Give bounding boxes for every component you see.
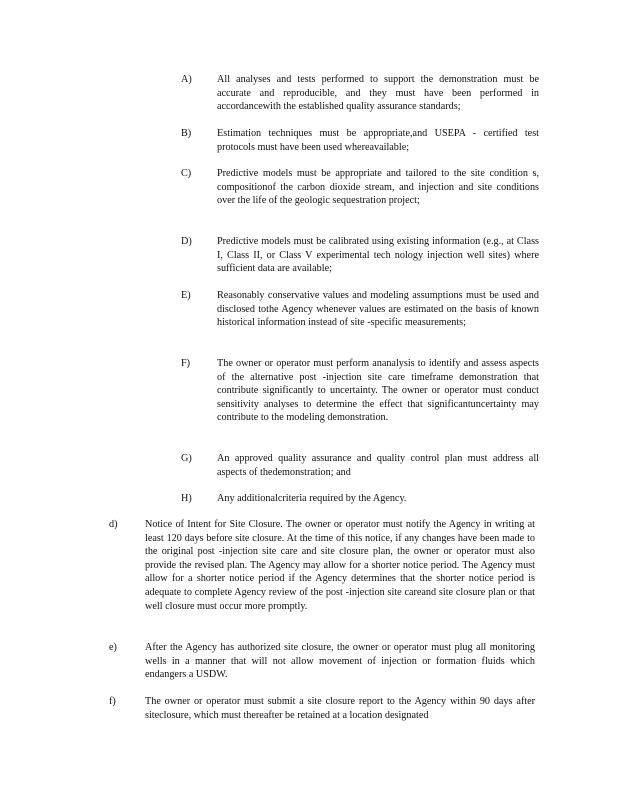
item-text: All analyses and tests performed to support the demonstration must be accurate and reproducible, and they must have been performed in accordancewith the established quality assurance standards;	[217, 74, 539, 113]
item-label: D)	[181, 236, 192, 247]
section-text: After the Agency has authorized site closure, the owner or operator must plug all monitoring wells in a manner that will not allow movement of injection or formation fluids which endangers a USDW.	[145, 642, 535, 681]
item-label: C)	[181, 168, 192, 179]
item-text: Reasonably conservative values and modeling assumptions must be used and disclosed tothe Agency whenever values are estimated on the basis of known historical information instead of site -specific measurements;	[217, 290, 539, 329]
item-text: Predictive models must be calibrated using existing information (e.g., at Class I, Class II, or Class V experimental tech nology injection well sites) where sufficient data are available;	[217, 236, 539, 275]
section-text: Notice of Intent for Site Closure. The owner or operator must notify the Agency in writing at least 120 days before site closure. At the time of this notice, if any changes have been made to the original post -injection site care and site closure plan, the owner or operator must also provide the revised plan. The Agency may allow for a shorter notice period. The Agency must allow for a shorter notice period if the Agency determines that the shorter notice period is adequate to complete Agency review of the post -injection site careand site closure plan or that well closure must occur more promptly.	[145, 519, 535, 612]
item-label: B)	[181, 128, 192, 139]
item-label: E)	[181, 290, 191, 301]
item-text: The owner or operator must perform ananalysis to identify and assess aspects of the alternative post -injection site care timeframe demonstration that contribute significantly to uncertainty. The owner or operator must conduct sensitivity analyses to determine the effect that significantuncertainty may contribute to the modeling demonstration.	[217, 358, 539, 424]
section-label: e)	[109, 642, 117, 653]
section-text: The owner or operator must submit a site closure report to the Agency within 90 days after siteclosure, which must thereafter be retained at a location designated	[145, 696, 535, 721]
item-text: Predictive models must be appropriate and tailored to the site condition s, compositionof the carbon dioxide stream, and injection and site conditions over the life of the geologic sequestration project;	[217, 168, 539, 207]
item-label: A)	[181, 74, 192, 85]
item-label: F)	[181, 358, 191, 369]
section-label: f)	[109, 696, 116, 707]
item-text: An approved quality assurance and quality control plan must address all aspects of thedemonstration; and	[217, 453, 539, 478]
section-label: d)	[109, 519, 118, 530]
item-label: H)	[181, 493, 192, 504]
item-text: Estimation techniques must be appropriate,and USEPA - certified test protocols must have been used whereavailable;	[217, 128, 539, 153]
item-text: Any additionalcriteria required by the Agency.	[217, 493, 407, 504]
item-label: G)	[181, 453, 192, 464]
